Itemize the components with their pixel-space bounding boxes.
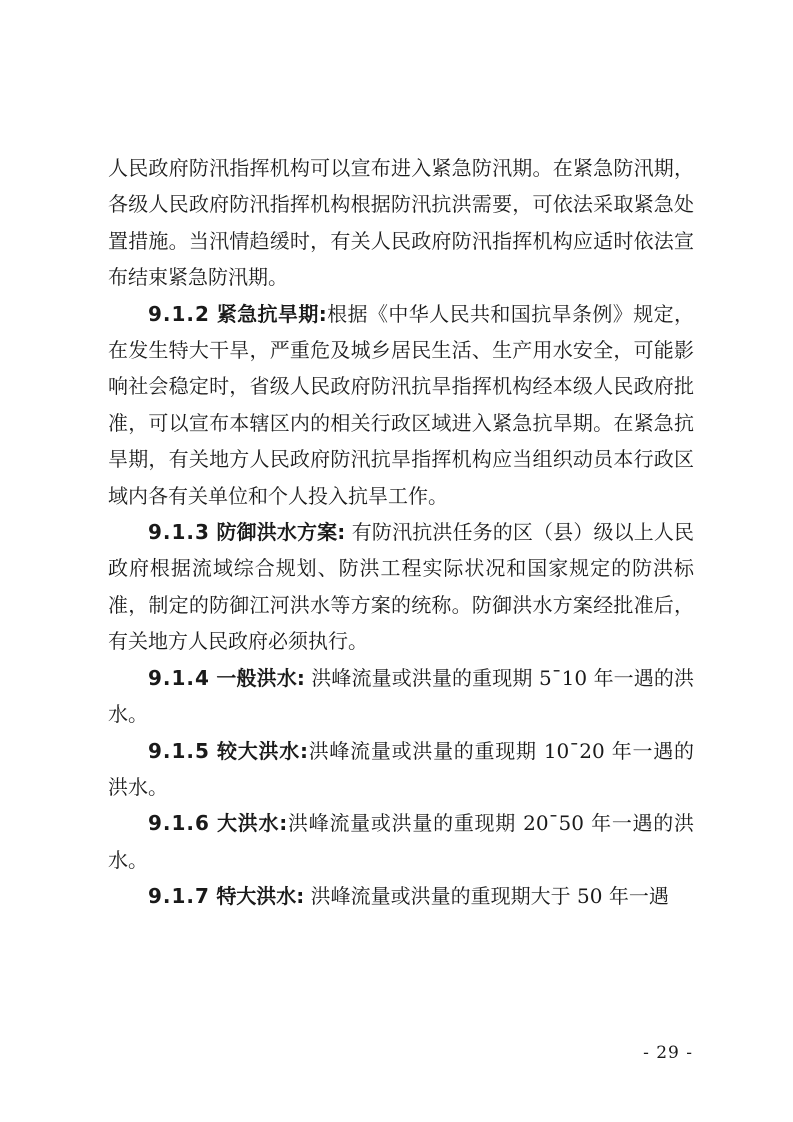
paragraph-term-9-1-4 bbox=[108, 660, 694, 733]
term-name: 特大洪水: bbox=[216, 884, 305, 909]
paragraph-term-9-1-3 bbox=[108, 514, 694, 660]
term-number: 9.1.7 bbox=[148, 884, 210, 909]
term-number: 9.1.4 bbox=[148, 665, 210, 690]
term-definition: 洪峰流量或洪量的重现期大于 50 年一遇 bbox=[310, 884, 669, 909]
term-name: 一般洪水: bbox=[216, 665, 305, 690]
term-definition: 洪峰流量或洪量的重现期 5¯10 年一遇的洪水。 bbox=[108, 665, 695, 727]
term-name: 较大洪水: bbox=[217, 738, 308, 763]
paragraph-term-9-1-7 bbox=[108, 878, 694, 914]
term-number: 9.1.3 bbox=[148, 520, 210, 545]
paragraph-term-9-1-5 bbox=[108, 733, 694, 806]
paragraph-text: 人民政府防汛指挥机构可以宣布进入紧急防汛期。在紧急防汛期，各级人民政府防汛指挥机构根据防汛抗洪需要，可依法采取紧急处置措施。当汛情趋缓时，有关人民政府防汛指挥机构应适时依法宣布结束紧急防汛期。 bbox=[108, 156, 694, 290]
page-number: - 29 - bbox=[643, 1043, 693, 1063]
term-name: 大洪水: bbox=[217, 811, 288, 836]
term-definition: 洪峰流量或洪量的重现期 20¯50 年一遇的洪水。 bbox=[108, 811, 695, 872]
paragraph-term-9-1-2 bbox=[108, 296, 694, 514]
term-number: 9.1.6 bbox=[148, 811, 210, 836]
term-definition: 根据《中华人民共和国抗旱条例》规定，在发生特大干旱，严重危及城乡居民生活、生产用水安全，可能影响社会稳定时，省级人民政府防汛抗旱指挥机构经本级人民政府批准，可以宣布本辖区内的相关行政区域进入紧急抗旱期。在紧急抗旱期，有关地方人民政府防汛抗旱指挥机构应当组织动员本行政区域内各有关单位和个人投入抗旱工作。 bbox=[108, 301, 695, 508]
paragraph-term-9-1-6 bbox=[108, 805, 694, 878]
term-number: 9.1.2 bbox=[148, 301, 210, 326]
paragraph-continuation bbox=[108, 150, 694, 296]
term-definition: 洪峰流量或洪量的重现期 10¯20 年一遇的洪水。 bbox=[108, 738, 694, 799]
term-definition: 有防汛抗洪任务的区（县）级以上人民政府根据流域综合规划、防洪工程实际状况和国家规定的防洪标准，制定的防御江河洪水等方案的统称。防御洪水方案经批准后，有关地方人民政府必须执行。 bbox=[108, 520, 695, 654]
term-name: 防御洪水方案: bbox=[216, 520, 346, 545]
term-number: 9.1.5 bbox=[148, 738, 210, 763]
document-body bbox=[108, 150, 694, 915]
term-name: 紧急抗旱期: bbox=[216, 301, 327, 326]
